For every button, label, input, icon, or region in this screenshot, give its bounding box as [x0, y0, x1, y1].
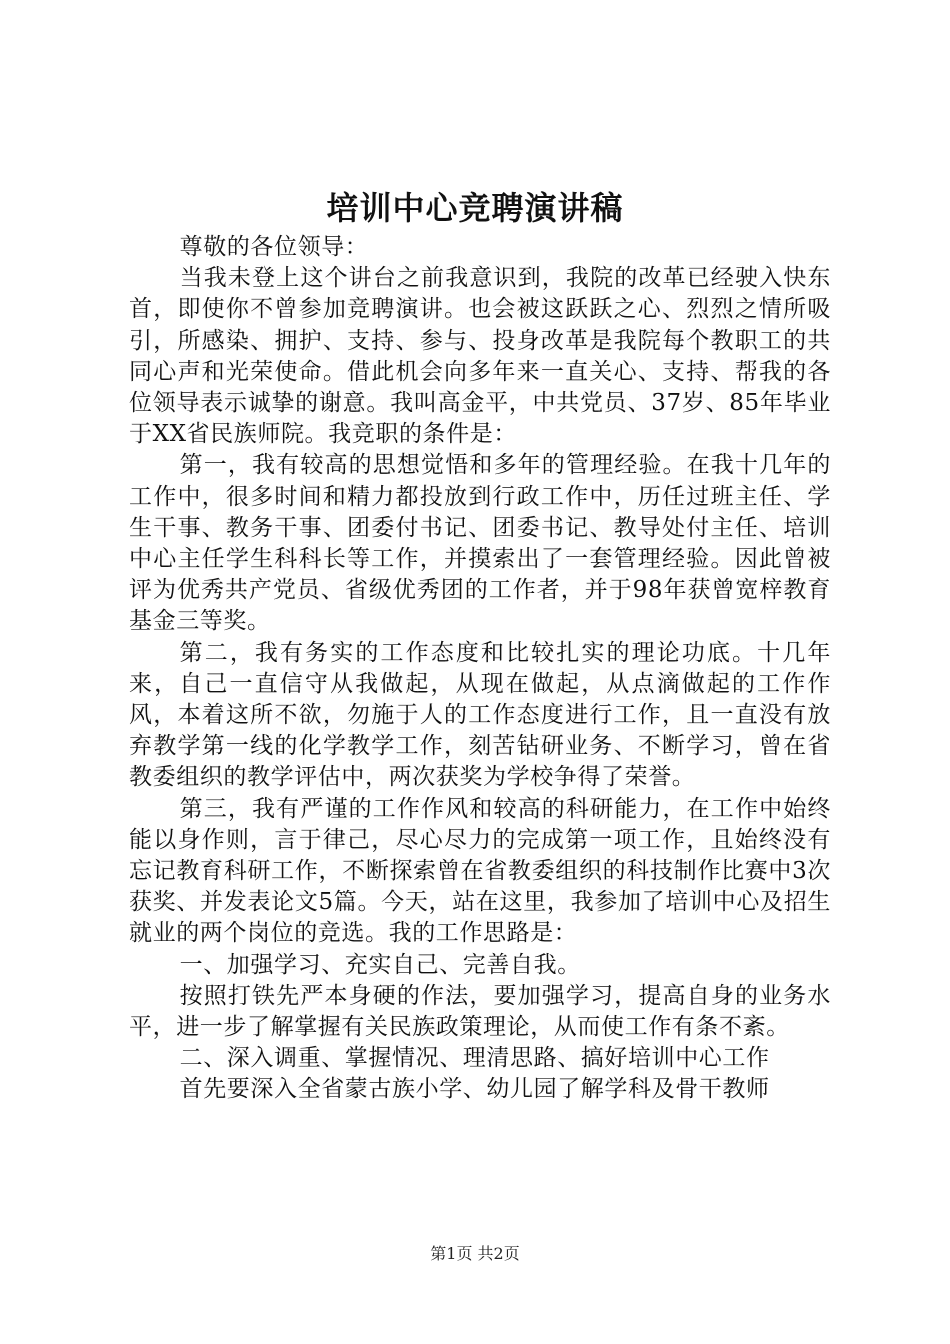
section-two-paragraph: 首先要深入全省蒙古族小学、幼儿园了解学科及骨干教师	[179, 1076, 770, 1103]
section-heading-one: 一、加强学习、充实自己、完善自我。	[179, 951, 581, 978]
page-number-footer: 第1页 共2页	[430, 1244, 520, 1263]
point-two-paragraph: 第二，我有务实的工作态度和比较扎实的理论功底。十几年来，自己一直信守从我做起，从现在做起，从点滴做起的工作作风，本着这所不欲，勿施于人的工作态度进行工作，且一直没有放弃教学第一线的化学教学工作，刻苦钻研业务、不断学习，曾在省教委组织的教学评估中，两次获奖为学校争得了荣誉。	[129, 639, 831, 791]
section-heading-two: 二、深入调重、掌握情况、理清思路、搞好培训中心工作	[179, 1045, 770, 1072]
section-one-paragraph: 按照打铁先严本身硬的作法，要加强学习，提高自身的业务水平，进一步了解掌握有关民族政策理论，从而使工作有条不紊。	[129, 982, 831, 1041]
point-one-paragraph: 第一，我有较高的思想觉悟和多年的管理经验。在我十几年的工作中，很多时间和精力都投放到行政工作中，历任过班主任、学生干事、教务干事、团委付书记、团委书记、教导处付主任、培训中心主任学生科科长等工作，并摸索出了一套管理经验。因此曾被评为优秀共产党员、省级优秀团的工作者，并于98年获曾宽梓教育基金三等奖。	[129, 452, 831, 635]
salutation-paragraph: 尊敬的各位领导：	[179, 234, 369, 260]
document-body	[129, 232, 831, 1106]
point-three-paragraph: 第三，我有严谨的工作作风和较高的科研能力，在工作中始终能以身作则，言于律己，尽心尽力的完成第一项工作，且始终没有忘记教育科研工作，不断探索曾在省教委组织的科技制作比赛中3次获奖、并发表论文5篇。今天，站在这里，我参加了培训中心及招生就业的两个岗位的竞选。我的工作思路是：	[129, 795, 831, 947]
document-title: 培训中心竞聘演讲稿	[326, 189, 624, 227]
intro-paragraph: 当我未登上这个讲台之前我意识到，我院的改革已经驶入快东首，即使你不曾参加竞聘演讲。也会被这跃跃之心、烈烈之情所吸引，所感染、拥护、支持、参与、投身改革是我院每个教职工的共同心声和光荣使命。借此机会向多年来一直关心、支持、帮我的各位领导表示诚挚的谢意。我叫高金平，中共党员、37岁、85年毕业于XX省民族师院。我竞职的条件是：	[129, 265, 831, 448]
